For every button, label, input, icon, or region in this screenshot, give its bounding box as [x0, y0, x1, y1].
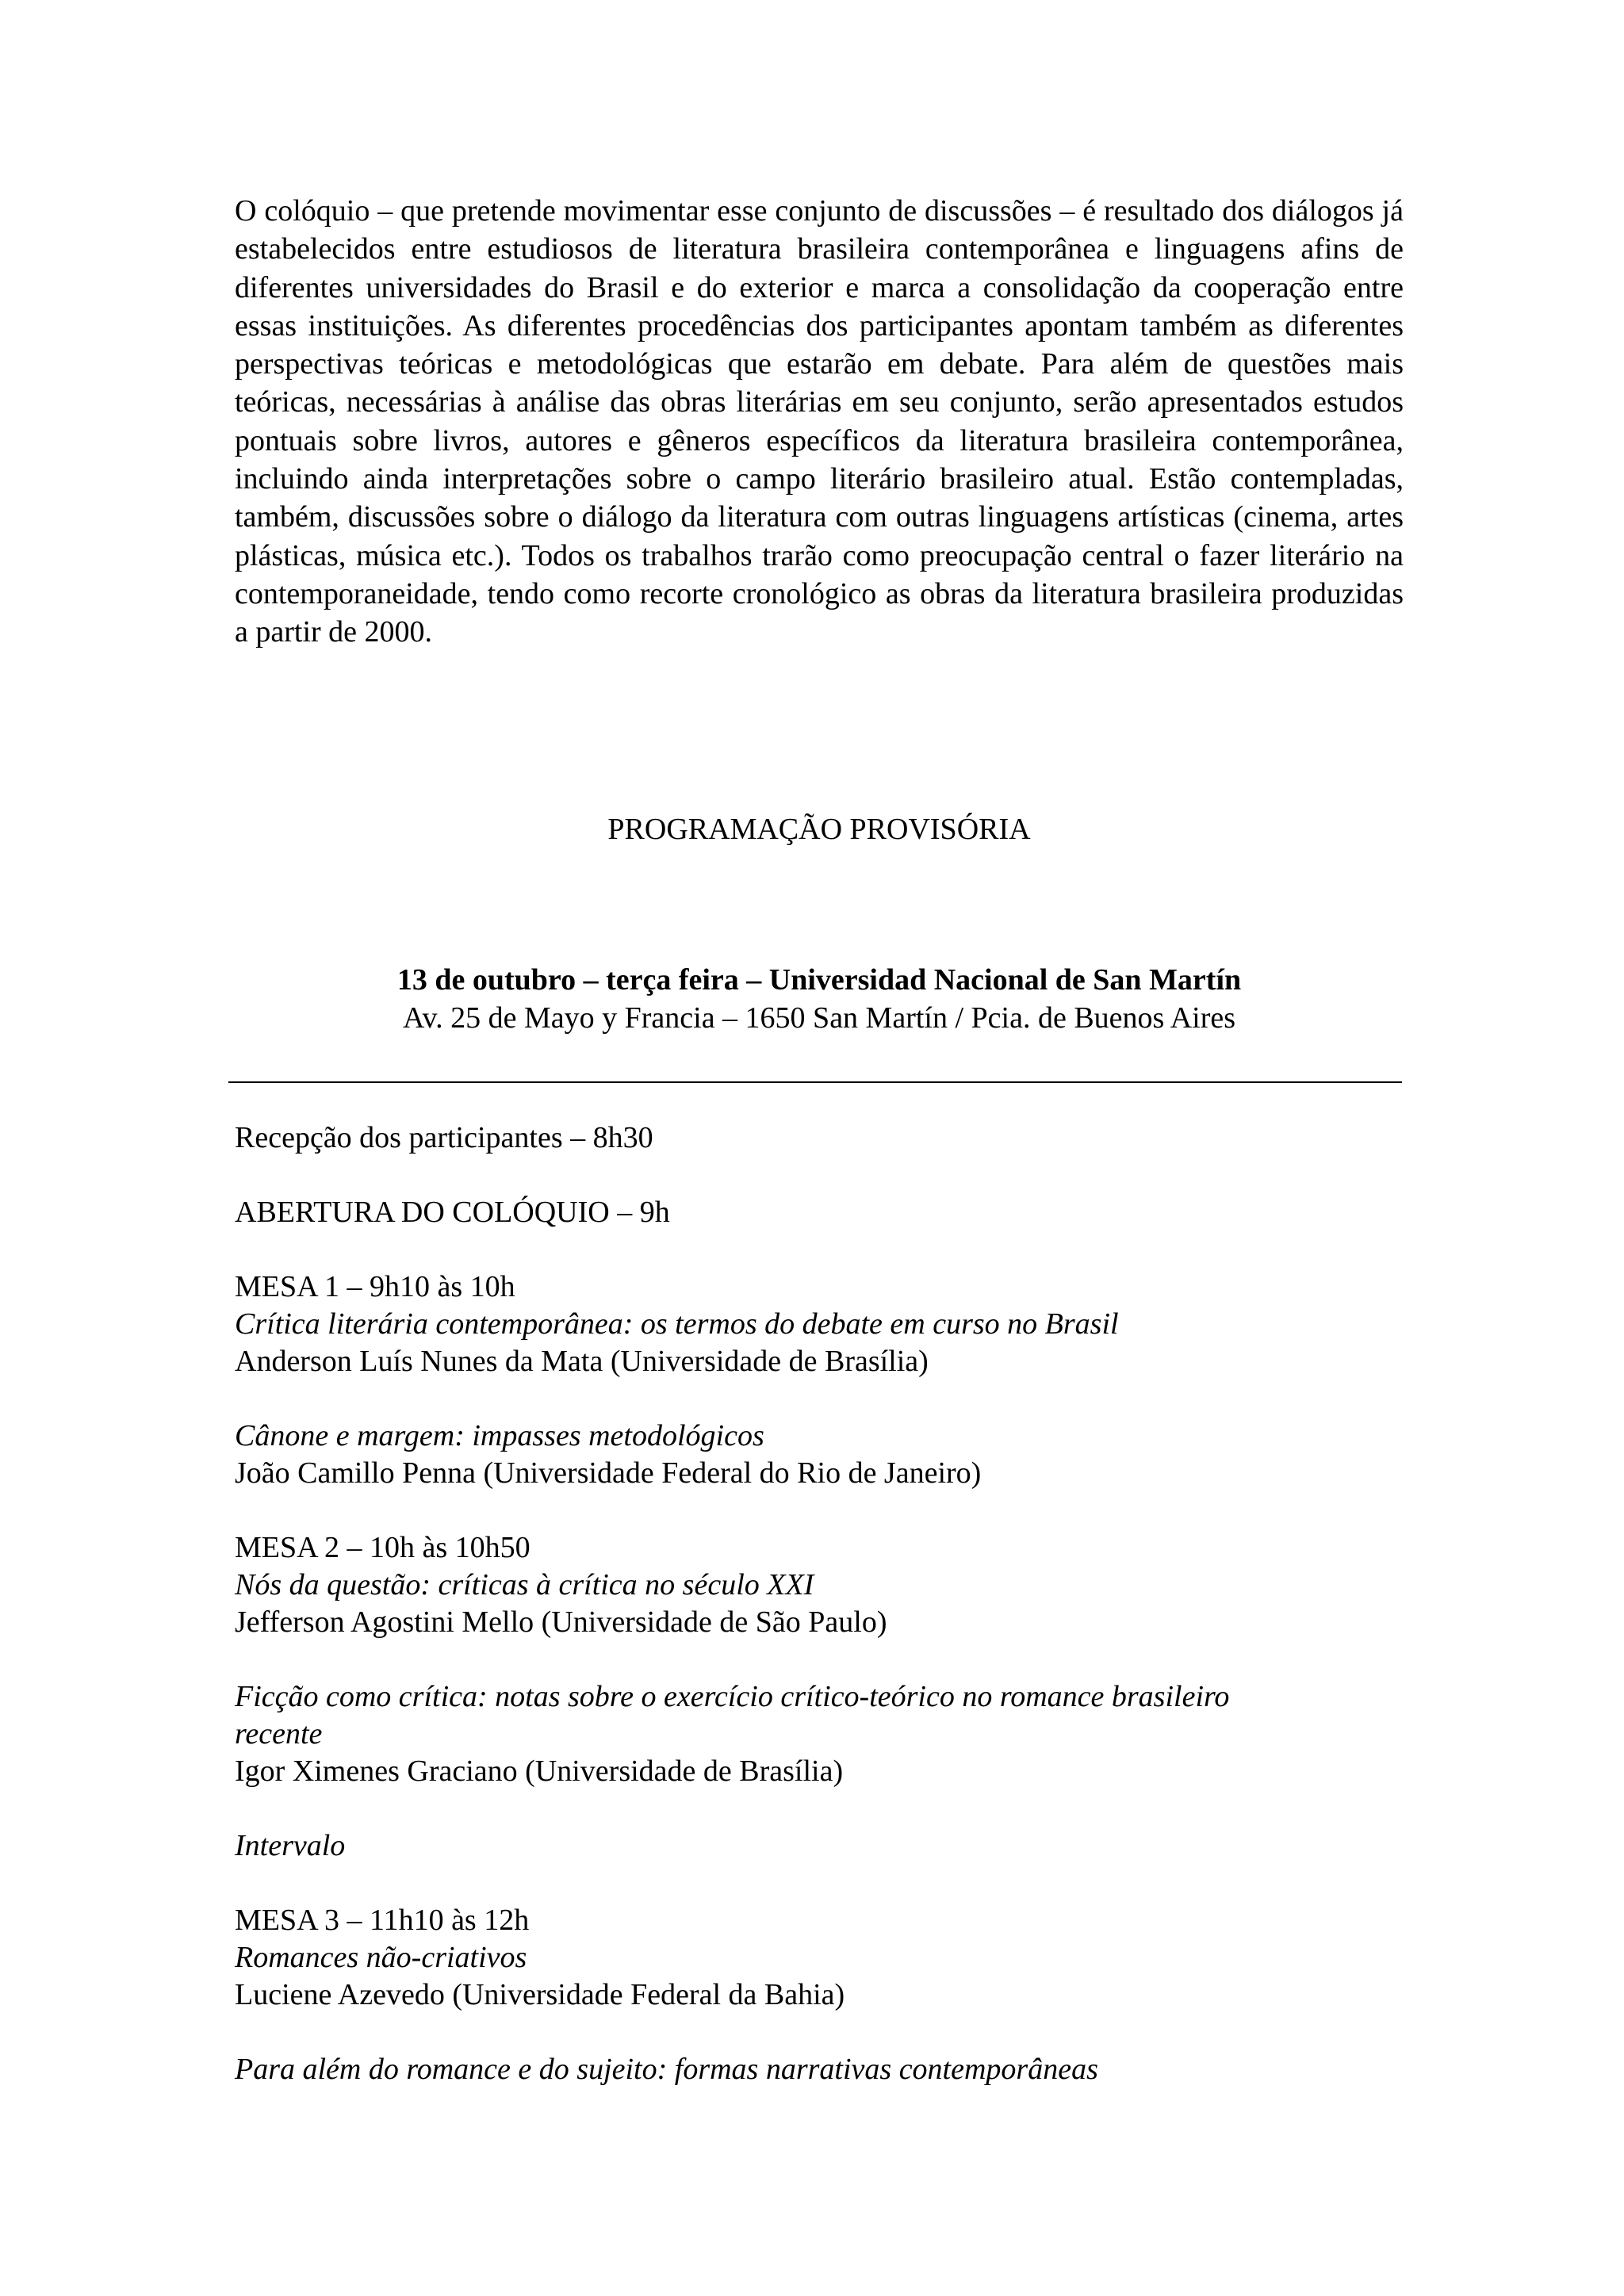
talk-title: Romances não-criativos: [235, 1941, 527, 1974]
day-title: 13 de outubro – terça feira – Universidad Nacional de San Martín: [396, 963, 1242, 997]
talk-title: Ficção como crítica: notas sobre o exercício crítico-teórico no romance brasileiro: [235, 1680, 1230, 1713]
talk-title: Para além do romance e do sujeito: formas narrativas contemporâneas: [235, 2053, 1098, 2086]
talk-author: Igor Ximenes Graciano (Universidade de Brasília): [235, 1755, 844, 1788]
talk-title: Cânone e margem: impasses metodológicos: [235, 1419, 764, 1452]
talk-title-continuation: recente: [235, 1717, 323, 1751]
intro-paragraph: O colóquio – que pretende movimentar esse conjunto de discussões – é resultado dos diálogos já estabelecidos entre estudiosos de literatura brasileira contemporânea e linguagens afins de diferentes universidades do Brasil e do exterior e marca a consolidação da cooperação entre essas instituições. As diferentes procedências dos participantes apontam também as diferentes perspectivas teóricas e metodológicas que estarão em debate. Para além de questões mais teóricas, necessárias à análise das obras literárias em seu conjunto, serão apresentados estudos pontuais sobre livros, autores e gêneros específicos da literatura brasileira contemporânea, incluindo ainda interpretações sobre o campo literário brasileiro atual. Estão contempladas, também, discussões sobre o diálogo da literatura com outras linguagens artísticas (cinema, artes plásticas, música etc.). Todos os trabalhos trarão como preocupação central o fazer literário na contemporaneidade, tendo como recorte cronológico as obras da literatura brasileira produzidas a partir de 2000.: [235, 194, 1404, 649]
mesa3-header: MESA 3 – 11h10 às 12h: [235, 1904, 530, 1937]
reception-item: Recepção dos participantes – 8h30: [235, 1121, 653, 1154]
talk-author: Jefferson Agostini Mello (Universidade de São Paulo): [235, 1605, 887, 1639]
mesa1-header: MESA 1 – 9h10 às 10h: [235, 1270, 515, 1303]
mesa2-header: MESA 2 – 10h às 10h50: [235, 1531, 530, 1564]
talk-title: Nós da questão: críticas à crítica no século XXI: [235, 1568, 814, 1601]
interval-item: Intervalo: [235, 1829, 346, 1862]
day-address: Av. 25 de Mayo y Francia – 1650 San Martín / Pcia. de Buenos Aires: [402, 1001, 1236, 1035]
talk-author: Anderson Luís Nunes da Mata (Universidade de Brasília): [235, 1345, 929, 1378]
day-header: [235, 961, 1404, 1037]
horizontal-rule: [228, 1081, 1402, 1083]
document-page: [235, 192, 1404, 2086]
opening-item: ABERTURA DO COLÓQUIO – 9h: [235, 1196, 670, 1229]
talk-author: João Camillo Penna (Universidade Federal do Rio de Janeiro): [235, 1456, 982, 1490]
section-title: PROGRAMAÇÃO PROVISÓRIA: [607, 813, 1031, 846]
talk-title: Crítica literária contemporânea: os termos do debate em curso no Brasil: [235, 1307, 1119, 1341]
talk-author: Luciene Azevedo (Universidade Federal da Bahia): [235, 1978, 845, 2011]
program-schedule: [235, 1119, 1404, 2088]
